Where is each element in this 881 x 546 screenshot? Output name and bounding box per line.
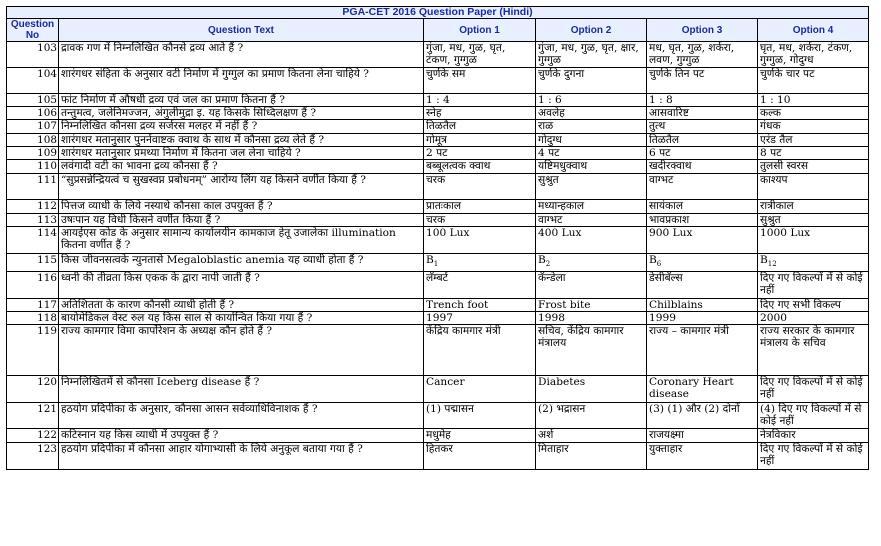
option-2-text: सचिव, केंद्रिय कामगार मंत्रालय	[538, 324, 624, 350]
option-2	[536, 271, 647, 298]
option-1-text: Trench foot	[426, 298, 489, 311]
question-number-text: 118	[37, 311, 57, 324]
option-2-text: Frost bite	[538, 298, 591, 311]
option-subscript: 2	[545, 260, 551, 269]
question-number-text: 108	[37, 133, 57, 146]
table-row	[7, 442, 869, 469]
option-1-text: गुंजा, मध, गुळ, घृत, टंकण, गुग्गुळ	[426, 42, 506, 67]
option-1-text: गोमूत्र	[426, 133, 447, 146]
option-4	[758, 442, 869, 469]
question-text	[59, 160, 424, 174]
option-1-text: 100 Lux	[426, 227, 470, 240]
question-text-text: किस जीवनसत्वके न्युनतासे Megaloblastic anemia यह व्याधी होता हैं ?	[61, 254, 364, 267]
option-1	[424, 311, 536, 324]
question-number	[7, 160, 59, 174]
option-2	[536, 402, 647, 428]
option-2	[536, 200, 647, 214]
table-row	[7, 133, 869, 146]
question-number	[7, 133, 59, 146]
option-2	[536, 214, 647, 227]
option-3-text: डेसीबॅल्स	[649, 271, 683, 284]
option-1	[424, 324, 536, 375]
option-2-text: Diabetes	[538, 375, 586, 388]
question-number	[7, 227, 59, 254]
question-text-text: राज्य कामगार विमा कार्पोरेशन के अध्यक्ष कौन होते हैं ?	[61, 324, 273, 337]
header-option-1: Option 1	[424, 19, 536, 42]
option-2-text: अर्श	[538, 428, 554, 441]
question-text-text: द्रावक गण में निम्नलिखित कौनसे द्रव्य आते हैं ?	[61, 42, 244, 54]
option-2-text: वाग्भट	[538, 214, 563, 227]
option-3-text: 1999	[649, 311, 676, 324]
question-text-text: उषःपान यह विधी किसने वर्णीत किया हैं ?	[61, 214, 221, 227]
option-3-text: आसवारिष्ट	[649, 107, 689, 120]
option-subscript: 1	[433, 260, 439, 269]
option-3-text: (3) (1) और (2) दोनों	[649, 402, 740, 415]
option-1	[424, 271, 536, 298]
question-number	[7, 200, 59, 214]
table-row	[7, 42, 869, 68]
option-4-text: रात्रीकाल	[760, 200, 794, 213]
question-number	[7, 311, 59, 324]
option-4-text: तुलसी स्वरस	[760, 160, 808, 173]
option-4	[758, 68, 869, 94]
option-1	[424, 174, 536, 200]
option-3	[647, 428, 758, 442]
option-4-text: 1000 Lux	[760, 227, 811, 240]
option-1	[424, 227, 536, 254]
question-text	[59, 120, 424, 133]
option-4-text: गंधक	[760, 120, 781, 133]
question-number	[7, 42, 59, 68]
option-2	[536, 324, 647, 375]
option-4	[758, 42, 869, 68]
question-number	[7, 68, 59, 94]
table-row	[7, 68, 869, 94]
question-text-text: “सुप्रसन्नेन्द्रियत्वं च सुखस्वप्न प्रबोधनम्” आरोग्य लिंग यह किसने वर्णीत किया हैं ?	[61, 174, 366, 187]
option-2	[536, 42, 647, 68]
question-paper	[6, 6, 869, 470]
option-4	[758, 402, 869, 428]
question-number-text: 106	[37, 107, 57, 120]
option-1-text: चुर्णके सम	[426, 68, 466, 80]
option-4-text: नेत्रविकार	[760, 428, 796, 441]
option-3-text: वाग्भट	[649, 174, 674, 187]
question-text-text: शारंगधर मतानुसार पुनर्नवाष्टक क्वाथ के साथ में कौनसा द्रव्य लेते हैं ?	[61, 133, 325, 146]
option-1-text: Cancer	[426, 375, 465, 388]
option-4	[758, 174, 869, 200]
question-text	[59, 107, 424, 120]
option-2	[536, 160, 647, 174]
question-text	[59, 442, 424, 469]
option-1-text: चरक	[426, 214, 446, 227]
question-text-text: निम्नलिखित कौनसा द्रव्य सर्जरस मलहर में नहीं हैं ?	[61, 120, 258, 133]
question-text	[59, 402, 424, 428]
option-2	[536, 133, 647, 146]
option-1	[424, 442, 536, 469]
question-text-text: कटिस्नान यह किस व्याधी में उपयुक्त हैं ?	[61, 428, 219, 441]
question-text	[59, 324, 424, 375]
table-row	[7, 200, 869, 214]
option-1	[424, 200, 536, 214]
option-4	[758, 107, 869, 120]
question-number	[7, 442, 59, 469]
header-option-3: Option 3	[647, 19, 758, 42]
option-3-text: B	[649, 254, 657, 267]
question-text-text: ध्वनी की तीव्रता किस एकक के द्वारा नापी जाती हैं ?	[61, 271, 260, 284]
option-1-text: लॅम्बर्ट	[426, 271, 449, 284]
question-number	[7, 94, 59, 107]
question-text-text: फांट निर्माण में औषधी द्रव्य एवं जल का प्रमाण कितना हैं ?	[61, 94, 285, 106]
option-3	[647, 271, 758, 298]
question-number	[7, 174, 59, 200]
question-number	[7, 214, 59, 227]
question-text	[59, 227, 424, 254]
option-1	[424, 94, 536, 107]
option-3	[647, 324, 758, 375]
option-3	[647, 107, 758, 120]
option-4	[758, 133, 869, 146]
question-text-text: शारंगधर मतानुसार प्रमथ्या निर्माण में कितना जल लेना चाहिये ?	[61, 146, 301, 159]
table-row	[7, 311, 869, 324]
option-1-text: तिळतैल	[426, 120, 457, 133]
question-text	[59, 94, 424, 107]
header-option-2: Option 2	[536, 19, 647, 42]
question-number-text: 113	[37, 214, 57, 227]
question-text	[59, 42, 424, 68]
option-4-text: राज्य सरकार के कामगार मंत्रालय के सचिव	[760, 324, 855, 350]
question-text	[59, 200, 424, 214]
option-3	[647, 68, 758, 94]
option-2-text: 4 पट	[538, 146, 560, 159]
option-3	[647, 120, 758, 133]
question-number-text: 107	[37, 120, 57, 133]
question-number	[7, 146, 59, 159]
option-1	[424, 160, 536, 174]
question-number-text: 104	[37, 68, 57, 80]
option-1	[424, 42, 536, 68]
option-4-text: दिए गए विकल्पों में से कोई नहीं	[760, 442, 863, 468]
option-4-text: दिए गए विकल्पों में से कोई नहीं	[760, 271, 863, 296]
question-text	[59, 214, 424, 227]
option-1	[424, 107, 536, 120]
option-2-text: B	[538, 254, 546, 267]
question-number	[7, 120, 59, 133]
option-4-text: घृत, मध, शर्करा, टंकण, गुग्गुळ, गोदुग्ध	[760, 42, 853, 67]
option-4-text: 1 : 10	[760, 94, 791, 106]
option-3-text: राज्य – कामगार मंत्री	[649, 324, 729, 337]
option-2-text: यष्टिमधुक्वाथ	[538, 160, 588, 173]
option-2	[536, 174, 647, 200]
option-2	[536, 68, 647, 94]
question-number	[7, 298, 59, 311]
option-2-text: गोदुग्ध	[538, 133, 562, 146]
option-4	[758, 311, 869, 324]
question-number	[7, 324, 59, 375]
option-3	[647, 442, 758, 469]
option-2	[536, 146, 647, 159]
option-2	[536, 94, 647, 107]
option-4	[758, 146, 869, 159]
option-4	[758, 254, 869, 271]
option-4	[758, 200, 869, 214]
option-4-text: एरंड तैल	[760, 133, 793, 146]
option-3-text: राजयक्ष्मा	[649, 428, 684, 441]
question-number-text: 105	[37, 94, 57, 106]
option-4-text: दिए गए विकल्पों में से कोई नहीं	[760, 375, 863, 401]
option-3-text: Coronary Heart disease	[649, 375, 734, 401]
option-4	[758, 375, 869, 402]
option-2-text: अवलेह	[538, 107, 565, 120]
option-1-text: 1997	[426, 311, 453, 324]
option-1	[424, 133, 536, 146]
question-number-text: 110	[37, 160, 57, 173]
option-1	[424, 68, 536, 94]
document-title: PGA-CET 2016 Question Paper (Hindi)	[7, 7, 869, 19]
option-3	[647, 146, 758, 159]
option-4-text: कल्क	[760, 107, 782, 120]
option-3-text: खदीरक्वाथ	[649, 160, 692, 173]
option-4	[758, 94, 869, 107]
option-2-text: सुश्रुत	[538, 174, 559, 187]
question-number-text: 116	[37, 271, 57, 284]
table-row	[7, 174, 869, 200]
option-3-text: 1 : 8	[649, 94, 673, 106]
option-3-text: Chilblains	[649, 298, 703, 311]
option-1-text: B	[426, 254, 434, 267]
option-3	[647, 42, 758, 68]
option-3	[647, 311, 758, 324]
option-3	[647, 227, 758, 254]
question-text	[59, 174, 424, 200]
question-text-text: अतिशितता के कारण कौनसी व्याधी होती हैं ?	[61, 298, 235, 311]
option-3-text: 900 Lux	[649, 227, 693, 240]
question-number	[7, 107, 59, 120]
question-number	[7, 254, 59, 271]
option-4	[758, 214, 869, 227]
question-text-text: बायोमेडिकल वेस्ट रुल यह किस साल से कार्यान्वित किया गया हैं ?	[61, 311, 313, 324]
option-2-text: (2) भद्रासन	[538, 402, 586, 415]
option-1-text: 1 : 4	[426, 94, 450, 106]
option-4	[758, 160, 869, 174]
header-question-text: Question Text	[59, 19, 424, 42]
option-3	[647, 94, 758, 107]
question-number-text: 112	[37, 200, 57, 213]
option-4	[758, 428, 869, 442]
option-1-text: (1) पद्मासन	[426, 402, 474, 415]
table-row	[7, 107, 869, 120]
option-3	[647, 200, 758, 214]
option-4	[758, 227, 869, 254]
option-subscript: 12	[767, 260, 777, 269]
option-4	[758, 120, 869, 133]
option-1	[424, 120, 536, 133]
option-3-text: 6 पट	[649, 146, 671, 159]
question-text	[59, 68, 424, 94]
option-3-text: युक्ताहार	[649, 442, 683, 455]
option-3	[647, 214, 758, 227]
question-number-text: 123	[37, 442, 57, 455]
option-2	[536, 311, 647, 324]
option-4-text: 8 पट	[760, 146, 782, 159]
table-row	[7, 271, 869, 298]
option-1-text: 2 पट	[426, 146, 448, 159]
question-text	[59, 271, 424, 298]
question-text-text: पित्तज व्याधी के लिये नस्याथे कौनसा काल उपयुक्त हैं ?	[61, 200, 273, 213]
question-text-text: शारंगधर संहिता के अनुसार वटी निर्माण में गुग्गुल का प्रमाण कितना लेना चाहिये ?	[61, 68, 369, 80]
option-3	[647, 133, 758, 146]
option-3-text: चुर्णके तिन पट	[649, 68, 705, 80]
question-rows	[7, 42, 869, 470]
question-text-text: हठयोग प्रदिपीका के अनुसार, कौनसा आसन सर्वव्याधिविनाशक हैं ?	[61, 402, 318, 415]
option-3	[647, 254, 758, 271]
option-2	[536, 227, 647, 254]
option-4-text: (4) दिए गए विकल्पों में से कोई नहीं	[760, 402, 862, 428]
option-1	[424, 146, 536, 159]
option-2-text: 400 Lux	[538, 227, 582, 240]
option-3-text: तुत्थ	[649, 120, 666, 133]
option-3	[647, 298, 758, 311]
option-1	[424, 214, 536, 227]
table-row	[7, 402, 869, 428]
option-2-text: गुंजा, मध, गुळ, घृत, क्षार, गुग्गुळ	[538, 42, 639, 67]
option-2-text: राळ	[538, 120, 554, 133]
option-4-text: सुश्रुत	[760, 214, 781, 227]
option-4-text: B	[760, 254, 768, 267]
question-number	[7, 271, 59, 298]
option-2	[536, 107, 647, 120]
table-row	[7, 160, 869, 174]
question-number-text: 115	[37, 254, 57, 267]
option-2	[536, 442, 647, 469]
question-number	[7, 375, 59, 402]
question-text	[59, 375, 424, 402]
option-2	[536, 120, 647, 133]
option-1	[424, 428, 536, 442]
question-number-text: 114	[37, 227, 57, 240]
question-text-text: तन्तुमत्व, जलेनिमज्जन, अंगुलीमुद्रा इ. यह किसके सिध्दिलक्षण हैं ?	[61, 107, 317, 120]
option-1-text: बब्बूलत्वक क्वाथ	[426, 160, 491, 173]
option-1	[424, 402, 536, 428]
option-2-text: कॅन्डेला	[538, 271, 566, 284]
question-number-text: 109	[37, 146, 57, 159]
option-1-text: हितकर	[426, 442, 453, 455]
option-2-text: चुर्णके दुगना	[538, 68, 585, 80]
question-text	[59, 298, 424, 311]
question-text	[59, 133, 424, 146]
table-row	[7, 254, 869, 271]
option-1-text: स्नेह	[426, 107, 442, 120]
question-number-text: 121	[37, 402, 57, 415]
option-4-text: काश्यप	[760, 174, 788, 187]
option-1-text: चरक	[426, 174, 446, 187]
question-number-text: 120	[37, 375, 57, 388]
option-1	[424, 298, 536, 311]
option-1-text: केंद्रिय कामगार मंत्री	[426, 324, 501, 337]
option-3-text: भावप्रकाश	[649, 214, 690, 227]
question-number-text: 117	[37, 298, 57, 311]
question-text	[59, 254, 424, 271]
question-number-text: 119	[37, 324, 57, 337]
question-text-text: हठयोग प्रदिपीका में कौनसा आहार योगाभ्यासी के लिये अनुकूल बताया गया हैं ?	[61, 442, 363, 455]
question-number-text: 103	[37, 42, 57, 54]
option-4	[758, 324, 869, 375]
question-number	[7, 428, 59, 442]
question-text	[59, 146, 424, 159]
option-3	[647, 174, 758, 200]
table-row	[7, 146, 869, 159]
option-2-text: 1 : 6	[538, 94, 562, 106]
option-2	[536, 298, 647, 311]
option-1-text: प्रातःकाल	[426, 200, 462, 213]
question-text-text: निम्नलिखितमें से कौनसा Iceberg disease हैं ?	[61, 375, 260, 388]
option-subscript: 6	[656, 260, 662, 269]
option-3-text: मध, घृत, गुळ, शर्करा, लवण, गुग्गुळ	[649, 42, 735, 67]
option-4-text: दिए गए सभी विकल्प	[760, 298, 841, 311]
option-2	[536, 428, 647, 442]
table-row	[7, 324, 869, 375]
option-1	[424, 375, 536, 402]
table-row	[7, 227, 869, 254]
option-1	[424, 254, 536, 271]
option-4	[758, 298, 869, 311]
option-3-text: तिळतैल	[649, 133, 680, 146]
question-text	[59, 311, 424, 324]
option-2-text: 1998	[538, 311, 565, 324]
question-number-text: 122	[37, 428, 57, 441]
table-row	[7, 375, 869, 402]
header-option-4: Option 4	[758, 19, 869, 42]
option-2	[536, 254, 647, 271]
option-2-text: मिताहार	[538, 442, 569, 455]
question-text-text: लवंगादी वटी का भावना द्रव्य कौनसा हैं ?	[61, 160, 218, 173]
table-row	[7, 214, 869, 227]
option-1-text: मधुमेह	[426, 428, 451, 441]
table-row	[7, 298, 869, 311]
table-row	[7, 120, 869, 133]
option-4	[758, 271, 869, 298]
table-row	[7, 94, 869, 107]
option-2-text: मध्यान्हकाल	[538, 200, 585, 213]
option-4-text: चुर्णके चार पट	[760, 68, 815, 80]
header-question-no: Question No	[7, 19, 59, 42]
question-number	[7, 402, 59, 428]
question-number-text: 111	[37, 174, 57, 187]
question-text-text: आयईएस कोड के अनुसार सामान्य कार्यालयीन कामकाज हेतू उजालेका illumination कितना वर्णीत हैं ?	[61, 227, 396, 252]
option-2	[536, 375, 647, 402]
table-row	[7, 428, 869, 442]
option-4-text: 2000	[760, 311, 787, 324]
option-3-text: सायंकाल	[649, 200, 684, 213]
option-3	[647, 375, 758, 402]
option-3	[647, 160, 758, 174]
option-3	[647, 402, 758, 428]
question-text	[59, 428, 424, 442]
question-table	[6, 6, 869, 470]
